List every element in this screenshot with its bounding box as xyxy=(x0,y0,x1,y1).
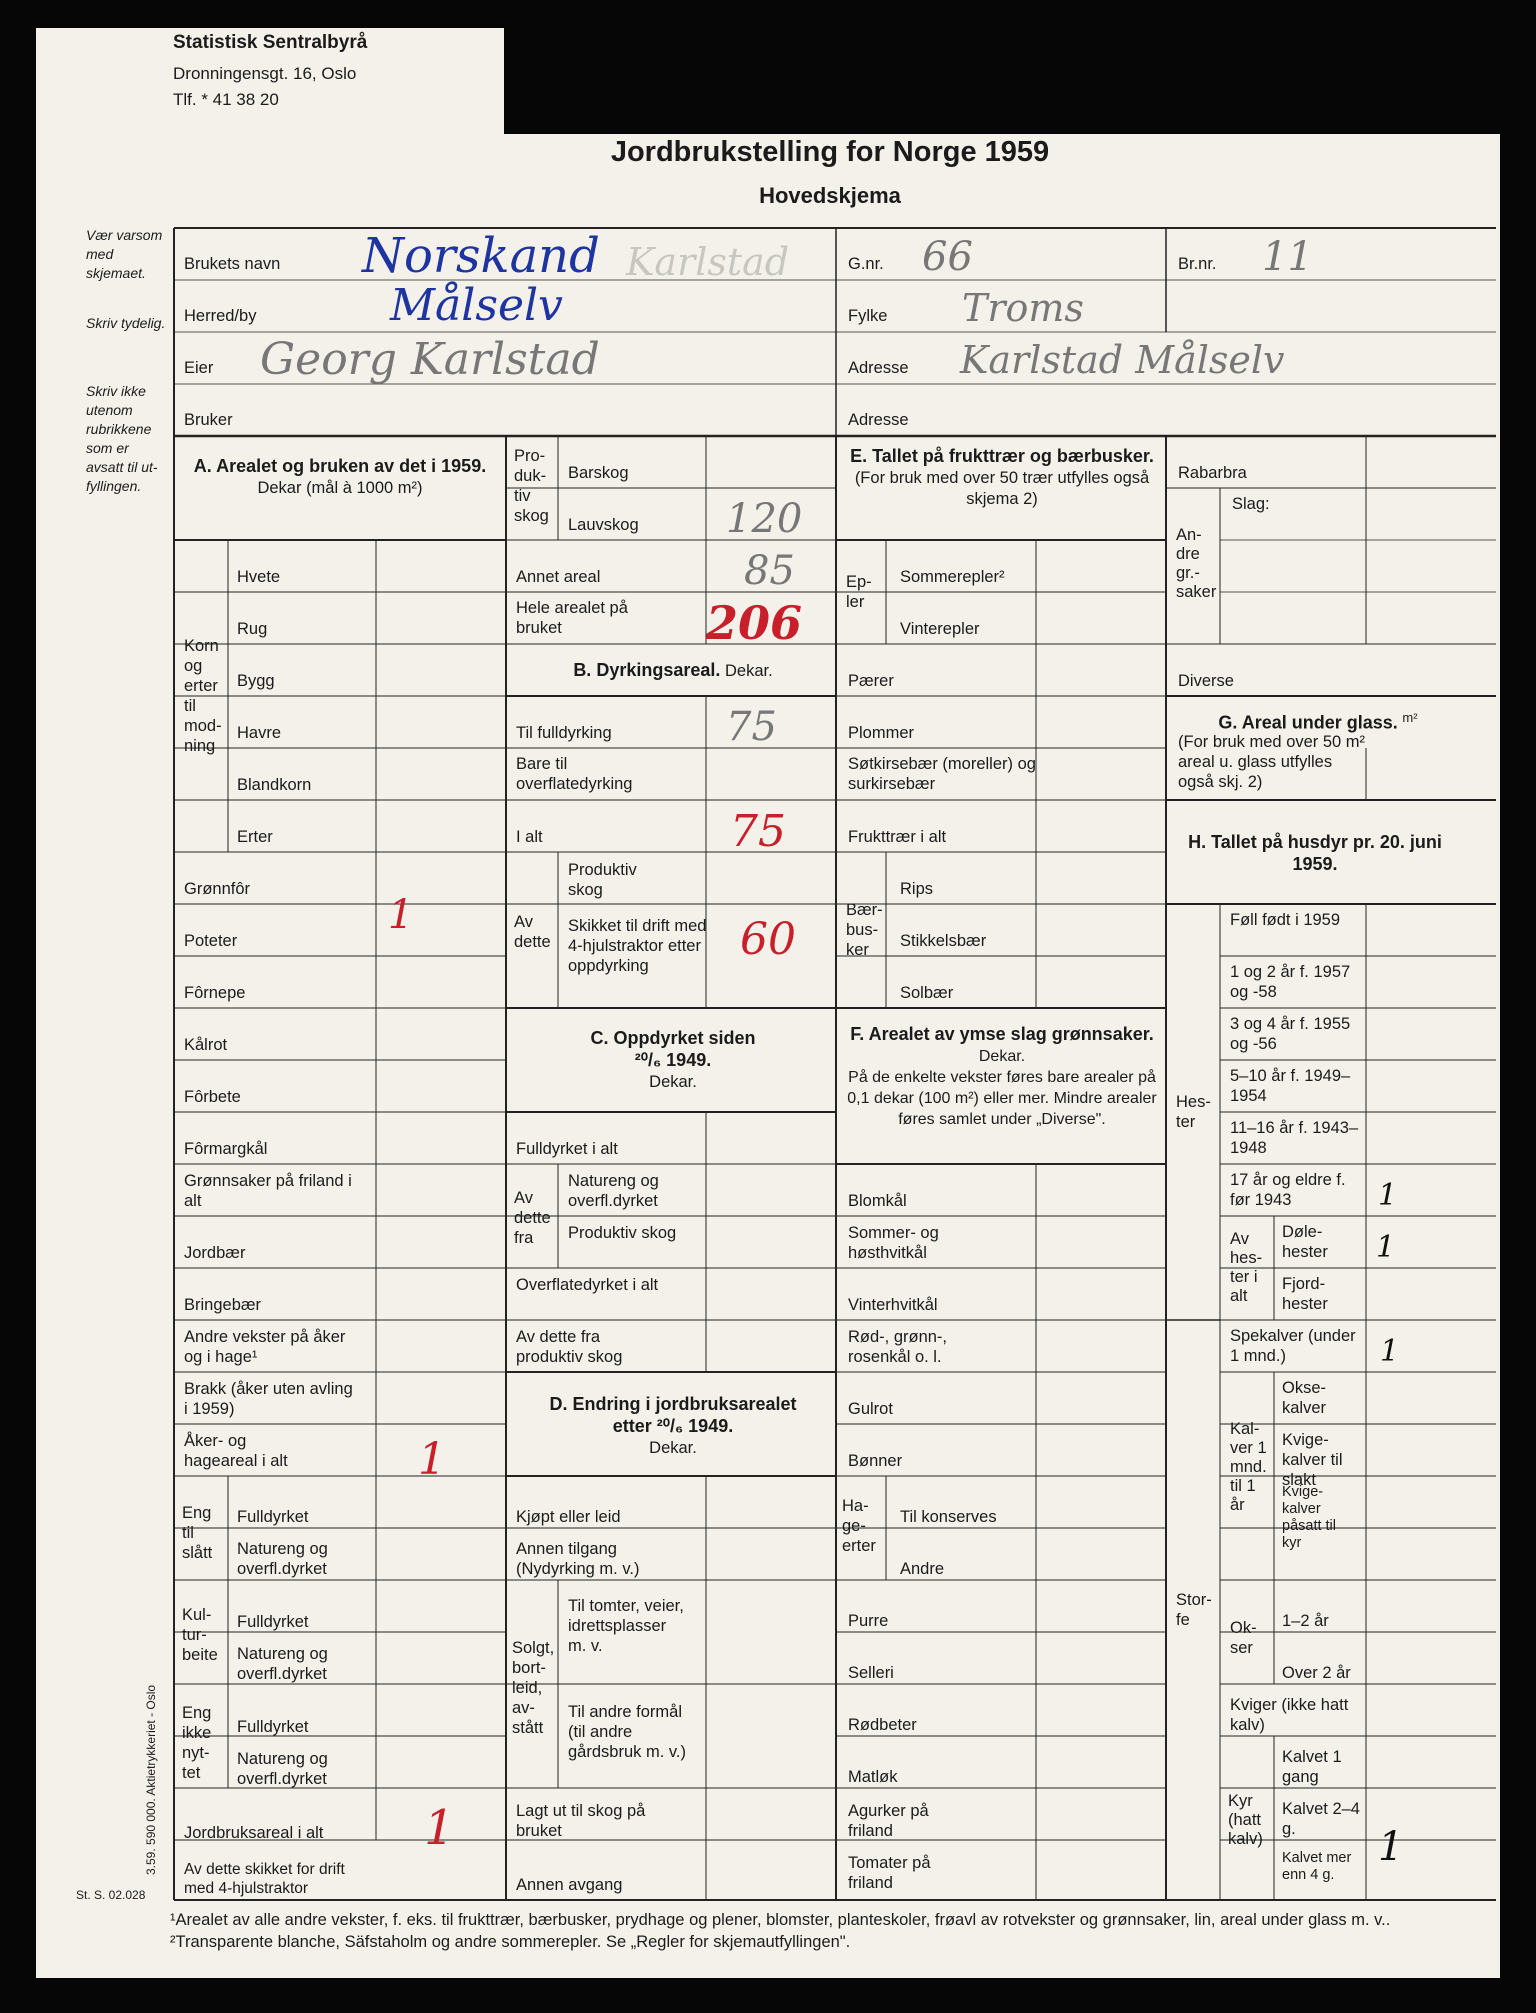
sec-b-title: B. Dyrkingsareal. xyxy=(573,660,721,680)
sec-d-title: D. Endring i jordbruksarealet xyxy=(549,1394,797,1414)
row-skikket-traktor: Av dette skikket for drift med 4-hjulstraktor xyxy=(184,1861,345,1897)
prod-skog-group: Pro-duk-tiv skog xyxy=(514,447,549,525)
sec-f-heading xyxy=(842,1024,1162,1130)
row-foll: Føll født i 1959 xyxy=(1230,911,1341,929)
okser-group: Ok-ser xyxy=(1230,1619,1257,1657)
andre-grsaker-group: An-dre gr.-saker xyxy=(1176,526,1217,601)
printer-imprint: 3.59. 590 000. Aktietrykkeriet - Oslo xyxy=(144,1684,158,1875)
gnr-value[interactable]: 66 xyxy=(922,234,973,280)
adresse-value[interactable]: Karlstad Målselv xyxy=(960,338,1285,382)
c-overflatedyrket: Overflatedyrket i alt xyxy=(516,1276,659,1294)
hest-17-value[interactable]: 1 xyxy=(1378,1178,1398,1213)
bruker-label: Bruker xyxy=(184,411,233,429)
row-fjordhester: Fjord-hester xyxy=(1282,1275,1328,1313)
row-erter: Erter xyxy=(237,828,273,846)
row-kjopt: Kjøpt eller leid xyxy=(516,1508,621,1526)
gnr-label: G.nr. xyxy=(848,255,884,273)
sec-h-title: H. Tallet på husdyr pr. 20. juni 1959. xyxy=(1188,832,1442,874)
row-tomater: Tomater på friland xyxy=(848,1854,931,1892)
d-andre-formal: Til andre formål (til andre gårdsbruk m. v.) xyxy=(568,1703,686,1761)
adresse-label: Adresse xyxy=(848,359,909,377)
c-av-prod-skog: Av dette fra produktiv skog xyxy=(516,1328,623,1366)
eng-slatt-fulldyrket: Fulldyrket xyxy=(237,1508,309,1526)
org-phone: Tlf. * 41 38 20 xyxy=(173,90,279,109)
row-rabarbra: Rabarbra xyxy=(1178,464,1247,482)
spekalver-value[interactable]: 1 xyxy=(1380,1334,1400,1369)
row-hest-17: 17 år og eldre f. før 1943 xyxy=(1230,1171,1346,1209)
eng-slatt-group: Eng til slått xyxy=(182,1504,213,1562)
row-matlok: Matløk xyxy=(848,1768,898,1786)
row-purre: Purre xyxy=(848,1612,889,1630)
eng-slatt-natureng: Natureng og overfl.dyrket xyxy=(237,1540,328,1578)
bruk-label: Brukets navn xyxy=(184,255,281,273)
row-kviger: Kviger (ikke hatt kalv) xyxy=(1230,1696,1349,1734)
sec-d-heading xyxy=(508,1394,838,1459)
row-bringebaer: Bringebær xyxy=(184,1296,262,1314)
row-vinterhvitkal: Vinterhvitkål xyxy=(848,1296,938,1314)
row-brakk: Brakk (åker uten avling i 1959) xyxy=(184,1380,353,1418)
row-gulrot: Gulrot xyxy=(848,1400,893,1418)
row-fulldyrking: Til fulldyrking xyxy=(516,724,612,742)
side-note-2: Skriv tydelig. xyxy=(86,315,166,331)
eng-ikke-fulldyrket: Fulldyrket xyxy=(237,1718,309,1736)
sec-h-heading xyxy=(1170,832,1460,876)
row-b-i-alt: I alt xyxy=(516,828,543,846)
row-barskog: Barskog xyxy=(568,464,629,482)
row-kalvet-1: Kalvet 1 gang xyxy=(1282,1748,1342,1786)
row-vinterepler: Vinterepler xyxy=(900,620,980,638)
row-annet-areal: Annet areal xyxy=(516,568,601,586)
row-annen-avgang: Annen avgang xyxy=(516,1876,623,1894)
row-oksekalver: Okse-kalver xyxy=(1282,1379,1327,1417)
aker-value[interactable]: 1 xyxy=(418,1434,446,1485)
brnr-value[interactable]: 11 xyxy=(1262,234,1313,280)
jordbruk-value[interactable]: 1 xyxy=(424,1800,455,1856)
row-hest-11-16: 11–16 år f. 1943–1948 xyxy=(1230,1119,1359,1157)
hele-value[interactable]: 206 xyxy=(706,596,803,650)
side-note-1: Vær varsom med skjemaet. xyxy=(86,227,163,281)
b-i-alt-value[interactable]: 75 xyxy=(730,806,786,857)
sec-e-note: (For bruk med over 50 trær utfylles også skjema 2) xyxy=(854,469,1150,508)
row-andre-vekster: Andre vekster på åker og i hage¹ xyxy=(184,1328,346,1366)
annet-value[interactable]: 85 xyxy=(744,548,795,594)
storfe-group: Stor-fe xyxy=(1176,1591,1212,1629)
row-hele-arealet: Hele arealet på bruket xyxy=(516,599,628,637)
kyr-group: Kyr (hatt kalv) xyxy=(1228,1792,1263,1848)
row-selleri: Selleri xyxy=(848,1664,894,1682)
row-blandkorn: Blandkorn xyxy=(237,776,312,794)
b-produktiv-skog: Produktiv skog xyxy=(568,861,637,899)
hageerter-group: Ha-ge-erter xyxy=(842,1497,876,1555)
row-okser-over-2: Over 2 år xyxy=(1282,1664,1351,1682)
c-av-dette-fra: Av dette fra xyxy=(514,1189,551,1247)
row-annen-tilgang: Annen tilgang (Nydyrking m. v.) xyxy=(516,1540,640,1578)
row-kvigekalver-kyr: Kvige-kalver påsatt til kyr xyxy=(1282,1484,1336,1551)
row-formargkal: Fôrmargkål xyxy=(184,1140,268,1158)
sec-d-date: etter ²⁰/₆ 1949. xyxy=(612,1416,734,1436)
row-c-fulldyrket: Fulldyrket i alt xyxy=(516,1140,618,1158)
row-stikkelsbaer: Stikkelsbær xyxy=(900,932,987,950)
row-rodbeter: Rødbeter xyxy=(848,1716,917,1734)
row-plommer: Plommer xyxy=(848,724,915,742)
slag-label: Slag: xyxy=(1232,495,1270,513)
c-natureng: Natureng og overfl.dyrket xyxy=(568,1172,659,1210)
sec-c-heading xyxy=(508,1028,838,1093)
sec-a-unit: Dekar (mål à 1000 m²) xyxy=(257,479,423,497)
footnote: ¹Arealet av alle andre vekster, f. eks. til frukttrær, bærbusker, prydhage og plener, blomster, planteskoler, frøavl av rotvekster og grønnsaker, lin, areal under glass m. v.. ²Transparente blanche, Säfstaholm og andre sommerepler. Se „Regler for skjemautfyllingen". xyxy=(170,1911,1391,1951)
poteter-value[interactable]: 1 xyxy=(388,892,414,938)
row-kalrot: Kålrot xyxy=(184,1036,228,1054)
lauvskog-value[interactable]: 120 xyxy=(726,496,803,542)
row-hest-3-4: 3 og 4 år f. 1955 og -56 xyxy=(1230,1015,1351,1053)
row-bonner: Bønner xyxy=(848,1452,903,1470)
row-frukttraer: Frukttrær i alt xyxy=(848,828,947,846)
baerbusker-group: Bær-bus-ker xyxy=(846,901,883,959)
kulturbeite-fulldyrket: Fulldyrket xyxy=(237,1613,309,1631)
sec-b-unit: Dekar. xyxy=(724,662,773,680)
row-kalvet-mer-4: Kalvet mer enn 4 g. xyxy=(1282,1850,1352,1883)
row-hest-1-2: 1 og 2 år f. 1957 og -58 xyxy=(1230,963,1351,1001)
adresse2-label: Adresse xyxy=(848,411,909,429)
row-jordbruksareal: Jordbruksareal i alt xyxy=(184,1824,324,1842)
row-fornepe: Fôrnepe xyxy=(184,984,246,1002)
row-sommerepler: Sommerepler² xyxy=(900,568,1005,586)
row-okser-1-2: 1–2 år xyxy=(1282,1612,1329,1630)
row-solbaer: Solbær xyxy=(900,984,954,1002)
sec-g-heading xyxy=(1168,707,1468,735)
eier-value[interactable]: Georg Karlstad xyxy=(260,334,600,385)
kalvet-value[interactable]: 1 xyxy=(1378,1824,1404,1870)
row-havre: Havre xyxy=(237,724,282,742)
b-skikket: Skikket til drift med 4-hjulstraktor etter oppdyrking xyxy=(568,917,707,975)
side-note-3: Skriv ikke utenom rubrikkene som er avsatt til ut-fyllingen. xyxy=(86,383,158,494)
row-gronnfor: Grønnfôr xyxy=(184,880,251,898)
sec-f-title: F. Arealet av ymse slag grønnsaker. xyxy=(850,1024,1154,1044)
row-poteter: Poteter xyxy=(184,932,238,950)
epler-group: Ep-ler xyxy=(846,573,872,611)
row-overflatedyrking: Bare til overflatedyrking xyxy=(516,755,633,793)
fylke-value[interactable]: Troms xyxy=(962,286,1084,330)
sec-a-title: A. Arealet og bruken av det i 1959. xyxy=(193,456,487,476)
row-rips: Rips xyxy=(900,880,934,898)
form-code: St. S. 02.028 xyxy=(76,1888,146,1902)
row-konserves: Til konserves xyxy=(900,1508,997,1526)
sec-e-title: E. Tallet på frukttrær og bærbusker. xyxy=(850,446,1154,466)
row-jordbaer: Jordbær xyxy=(184,1244,246,1262)
av-hester-group: Av hes-ter i alt xyxy=(1230,1230,1263,1305)
hester-group: Hes-ter xyxy=(1176,1093,1211,1131)
sec-c-title: C. Oppdyrket siden xyxy=(590,1028,756,1048)
sec-a-heading xyxy=(180,456,500,499)
c-produktiv: Produktiv skog xyxy=(568,1224,677,1242)
row-kirsebaer: Søtkirsebær (moreller) og surkirsebær xyxy=(848,755,1036,793)
sec-e-heading xyxy=(842,446,1162,510)
fulldyrking-value[interactable]: 75 xyxy=(726,704,777,750)
b-av-dette: Av dette xyxy=(514,913,551,951)
row-lauvskog: Lauvskog xyxy=(568,516,639,534)
bruk-faint-text: Karlstad xyxy=(626,240,790,284)
herred-label: Herred/by xyxy=(184,307,257,325)
row-paerer: Pærer xyxy=(848,672,894,690)
row-agurker: Agurker på friland xyxy=(848,1802,929,1840)
eng-ikke-natureng: Natureng og overfl.dyrket xyxy=(237,1750,328,1788)
row-bygg: Bygg xyxy=(237,672,275,690)
sec-g-note: (For bruk med over 50 m² areal u. glass utfylles også skj. 2) xyxy=(1178,733,1366,791)
row-hvitkal: Sommer- og høsthvitkål xyxy=(848,1224,939,1262)
sec-c-unit: Dekar. xyxy=(649,1073,697,1091)
row-blomkal: Blomkål xyxy=(848,1192,907,1210)
herred-value[interactable]: Målselv xyxy=(390,280,563,331)
form-subtitle: Hovedskjema xyxy=(759,183,901,208)
dole-value[interactable]: 1 xyxy=(1376,1230,1396,1265)
org-address: Dronningensgt. 16, Oslo xyxy=(173,64,357,83)
fylke-label: Fylke xyxy=(848,307,888,325)
d-tomter: Til tomter, veier, idrettsplasser m. v. xyxy=(568,1597,684,1655)
row-rug: Rug xyxy=(237,620,268,638)
kalver-group: Kal-ver 1 mnd. til 1 år xyxy=(1230,1420,1267,1514)
row-rodkal: Rød-, grønn-, rosenkål o. l. xyxy=(848,1328,948,1366)
eier-label: Eier xyxy=(184,359,214,377)
sec-f-note: På de enkelte vekster føres bare arealer på 0,1 dekar (100 m²) eller mer. Mindre arealer føres samlet under „Diverse". xyxy=(847,1069,1157,1128)
eng-ikke-group: Eng ikke nyt-tet xyxy=(182,1704,212,1782)
sec-g-title: G. Areal under glass. xyxy=(1218,712,1398,733)
row-hageerter-andre: Andre xyxy=(900,1560,945,1578)
row-forbete: Fôrbete xyxy=(184,1088,241,1106)
row-dolehester: Døle-hester xyxy=(1282,1223,1328,1261)
row-gronnsaker: Grønnsaker på friland i alt xyxy=(184,1172,352,1210)
row-aker-hage: Åker- og hageareal i alt xyxy=(184,1432,288,1470)
row-diverse: Diverse xyxy=(1178,672,1234,690)
row-spekalver: Spekalver (under 1 mnd.) xyxy=(1230,1327,1356,1365)
korn-group: Korn og erter til mod-ning xyxy=(184,637,222,755)
b-skikket-value[interactable]: 60 xyxy=(740,914,796,965)
sec-c-date: ²⁰/₆ 1949. xyxy=(634,1050,712,1070)
row-kvigekalver-slakt: Kvige-kalver til slakt xyxy=(1282,1431,1343,1489)
kulturbeite-group: Kul-tur-beite xyxy=(182,1606,218,1664)
kulturbeite-natureng: Natureng og overfl.dyrket xyxy=(237,1645,328,1683)
form-title: Jordbrukstelling for Norge 1959 xyxy=(610,136,1050,168)
sec-b-heading xyxy=(508,660,838,682)
sec-g-unit: m² xyxy=(1402,710,1418,725)
row-hest-5-10: 5–10 år f. 1949–1954 xyxy=(1230,1067,1351,1105)
bruk-value[interactable]: Norskand xyxy=(362,228,600,284)
d-solgt: Solgt, bort-leid, av-stått xyxy=(512,1639,555,1737)
org-name: Statistisk Sentralbyrå xyxy=(173,32,368,53)
row-kalvet-2-4: Kalvet 2–4 g. xyxy=(1282,1800,1360,1838)
sec-d-unit: Dekar. xyxy=(649,1439,697,1457)
row-lagt-skog: Lagt ut til skog på bruket xyxy=(516,1802,646,1840)
sec-f-unit: Dekar. xyxy=(978,1048,1026,1065)
row-hvete: Hvete xyxy=(237,568,281,586)
brnr-label: Br.nr. xyxy=(1178,255,1217,273)
